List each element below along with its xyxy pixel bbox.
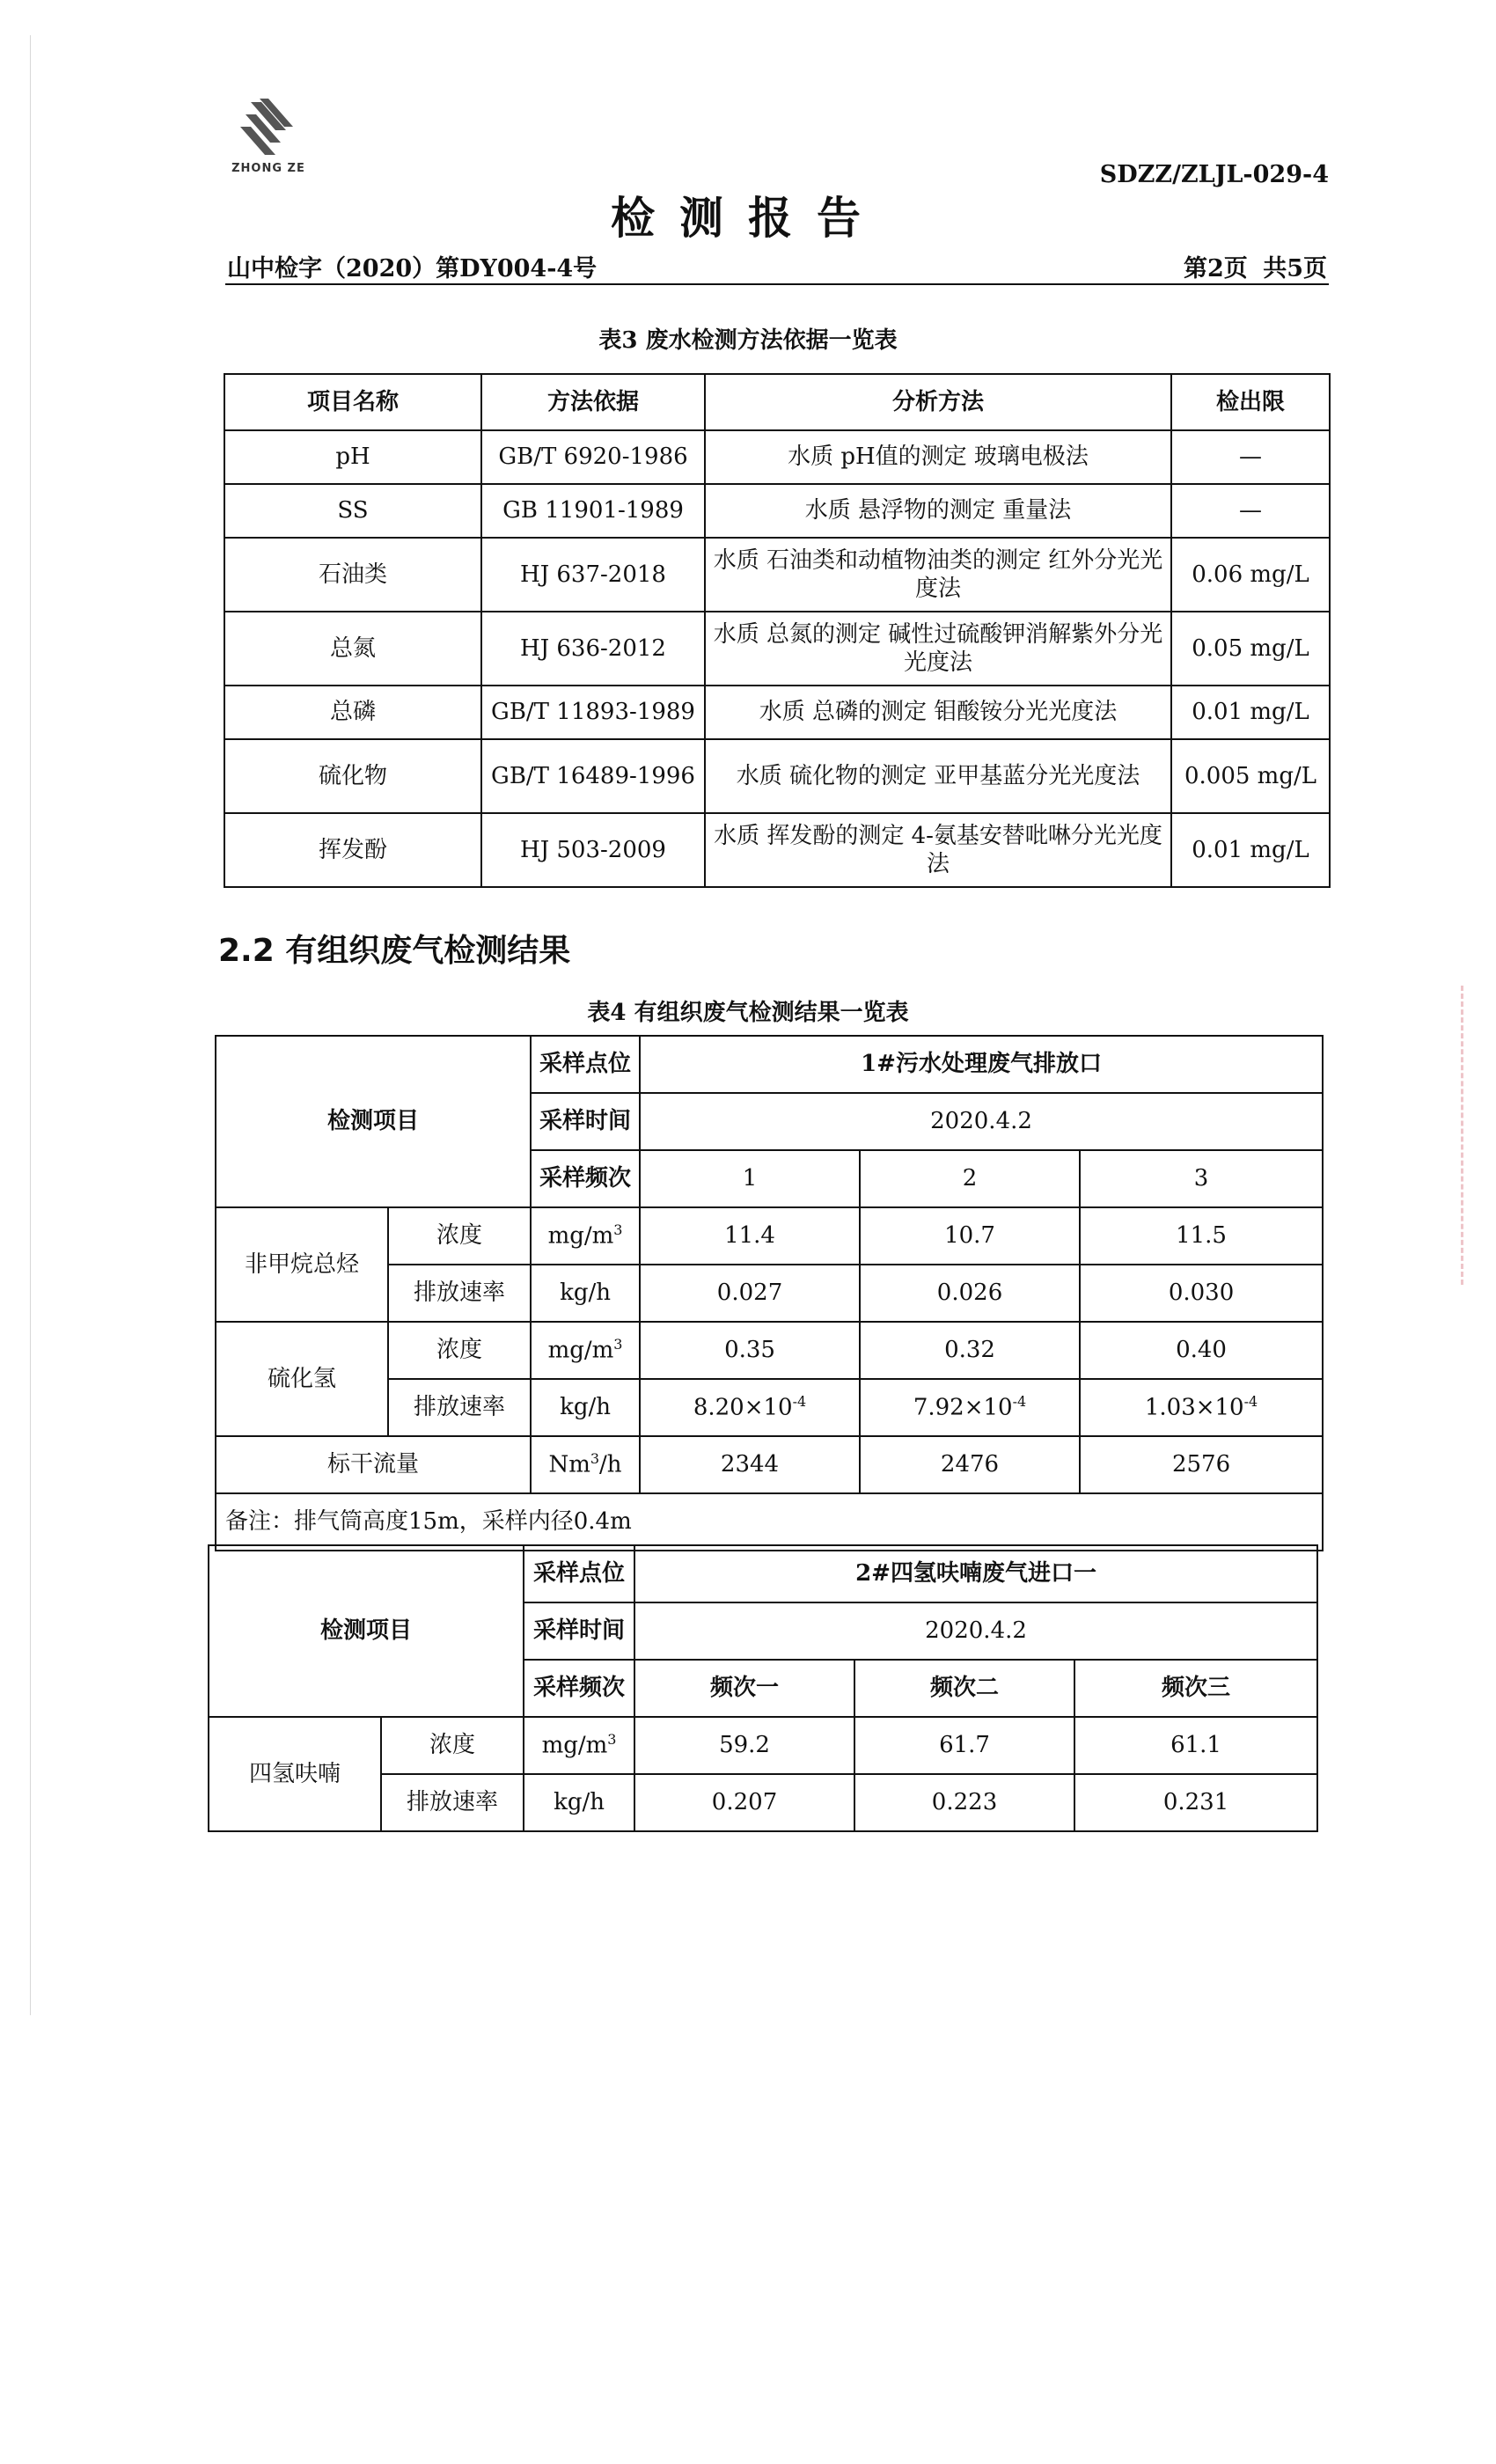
frequency-value: 频次三 [1074, 1660, 1317, 1717]
analysis-method: 水质 硫化物的测定 亚甲基蓝分光光度法 [705, 739, 1171, 813]
unit-exponent: 3 [607, 1730, 617, 1748]
analysis-method: 水质 挥发酚的测定 4-氨基安替吡啉分光光度法 [705, 813, 1171, 887]
measured-value: 0.231 [1074, 1774, 1317, 1831]
unit-cell [531, 1322, 640, 1379]
unit: kg/h [524, 1774, 634, 1831]
seal-stamp-edge [1461, 986, 1496, 1285]
item-name: pH [224, 430, 481, 484]
metric-label: 浓度 [381, 1717, 524, 1774]
frequency-value: 频次二 [854, 1660, 1074, 1717]
report-number: 山中检字（2020）第DY004-4号 [227, 255, 598, 282]
sampling-point-label: 采样点位 [531, 1036, 640, 1093]
metric-label: 浓度 [388, 1322, 531, 1379]
organized-exhaust-table-1 [215, 1035, 1324, 1551]
method-standard: HJ 637-2018 [481, 538, 705, 612]
frequency-value: 1 [640, 1150, 860, 1207]
unit: mg/m [547, 1222, 614, 1250]
detection-limit: — [1171, 430, 1330, 484]
value-exponent: -4 [792, 1392, 807, 1410]
logo-icon [224, 95, 312, 165]
measured-value: 11.4 [640, 1207, 860, 1265]
sampling-time-label: 采样时间 [531, 1093, 640, 1150]
sampling-time-value: 2020.4.2 [640, 1093, 1323, 1150]
detection-limit: 0.005 mg/L [1171, 739, 1330, 813]
column-header: 检出限 [1171, 374, 1330, 430]
detection-item-label: 检测项目 [209, 1545, 524, 1717]
unit: mg/m [541, 1732, 608, 1759]
sampling-point-label: 采样点位 [524, 1545, 634, 1602]
table-row [209, 1717, 1317, 1774]
document-code: SDZZ/ZLJL-029-4 [1099, 161, 1329, 188]
measured-value: 0.35 [640, 1322, 860, 1379]
organized-exhaust-table-2 [208, 1544, 1318, 1832]
company-logo [224, 95, 312, 192]
measured-value: 61.1 [1074, 1717, 1317, 1774]
sampling-frequency-label: 采样频次 [531, 1150, 640, 1207]
unit: kg/h [531, 1379, 640, 1436]
measured-value: 0.223 [854, 1774, 1074, 1831]
sampling-frequency-label: 采样频次 [524, 1660, 634, 1717]
table-row [224, 538, 1330, 612]
frequency-value: 3 [1080, 1150, 1323, 1207]
method-standard: GB/T 11893-1989 [481, 686, 705, 739]
value-mantissa: 7.92×10 [913, 1394, 1013, 1421]
unit-cell [531, 1436, 640, 1493]
measured-value: 0.32 [860, 1322, 1080, 1379]
analysis-method: 水质 pH值的测定 玻璃电极法 [705, 430, 1171, 484]
pollutant-name: 硫化氢 [216, 1322, 388, 1436]
measured-value: 0.40 [1080, 1322, 1323, 1379]
flow-label: 标干流量 [216, 1436, 531, 1493]
unit-cell [531, 1207, 640, 1265]
metric-label: 排放速率 [381, 1774, 524, 1831]
measured-value [1080, 1379, 1323, 1436]
method-standard: GB/T 6920-1986 [481, 430, 705, 484]
unit-tail: /h [599, 1451, 622, 1478]
measured-value: 11.5 [1080, 1207, 1323, 1265]
sampling-point-value: 2#四氢呋喃废气进口一 [634, 1545, 1317, 1602]
measured-value: 2344 [640, 1436, 860, 1493]
value-mantissa: 1.03×10 [1144, 1394, 1244, 1421]
table-header-row [224, 374, 1330, 430]
item-name: 挥发酚 [224, 813, 481, 887]
unit: mg/m [547, 1337, 614, 1364]
sampling-point-value: 1#污水处理废气排放口 [640, 1036, 1323, 1093]
unit-exponent: 3 [590, 1449, 600, 1467]
item-name: 石油类 [224, 538, 481, 612]
measured-value: 2576 [1080, 1436, 1323, 1493]
page-title: 检测报告 [611, 193, 885, 244]
column-header: 项目名称 [224, 374, 481, 430]
detection-limit: 0.01 mg/L [1171, 686, 1330, 739]
unit-exponent: 3 [613, 1221, 623, 1238]
table-row [216, 1036, 1323, 1093]
table-row [224, 739, 1330, 813]
column-header: 分析方法 [705, 374, 1171, 430]
unit: kg/h [531, 1265, 640, 1322]
table-row [209, 1545, 1317, 1602]
detection-limit: 0.06 mg/L [1171, 538, 1330, 612]
page-number: 第2页 共5页 [1184, 255, 1327, 282]
pollutant-name: 四氢呋喃 [209, 1717, 381, 1831]
analysis-method: 水质 总磷的测定 钼酸铵分光光度法 [705, 686, 1171, 739]
metric-label: 排放速率 [388, 1265, 531, 1322]
measured-value: 0.207 [634, 1774, 854, 1831]
measured-value: 2476 [860, 1436, 1080, 1493]
wastewater-method-table [224, 373, 1331, 888]
table-row [216, 1322, 1323, 1379]
analysis-method: 水质 石油类和动植物油类的测定 红外分光光度法 [705, 538, 1171, 612]
pollutant-name: 非甲烷总烃 [216, 1207, 388, 1322]
table3-caption: 表3 废水检测方法依据一览表 [598, 327, 898, 354]
section-title: 2.2 有组织废气检测结果 [218, 933, 571, 969]
table-note: 备注：排气筒高度15m，采样内径0.4m [216, 1493, 1323, 1551]
analysis-method: 水质 总氮的测定 碱性过硫酸钾消解紫外分光光度法 [705, 612, 1171, 686]
sampling-time-value: 2020.4.2 [634, 1602, 1317, 1660]
value-mantissa: 8.20×10 [693, 1394, 793, 1421]
method-standard: GB/T 16489-1996 [481, 739, 705, 813]
measured-value [640, 1379, 860, 1436]
logo-text: ZHONG ZE [231, 162, 305, 175]
sampling-time-label: 采样时间 [524, 1602, 634, 1660]
frequency-value: 2 [860, 1150, 1080, 1207]
table-row [224, 612, 1330, 686]
detection-item-label: 检测项目 [216, 1036, 531, 1207]
method-standard: HJ 636-2012 [481, 612, 705, 686]
measured-value: 0.027 [640, 1265, 860, 1322]
method-standard: GB 11901-1989 [481, 484, 705, 538]
measured-value: 0.026 [860, 1265, 1080, 1322]
table-row [216, 1207, 1323, 1265]
detection-limit: — [1171, 484, 1330, 538]
item-name: SS [224, 484, 481, 538]
method-standard: HJ 503-2009 [481, 813, 705, 887]
item-name: 总磷 [224, 686, 481, 739]
detection-limit: 0.05 mg/L [1171, 612, 1330, 686]
detection-limit: 0.01 mg/L [1171, 813, 1330, 887]
unit: Nm [548, 1451, 590, 1478]
analysis-method: 水质 悬浮物的测定 重量法 [705, 484, 1171, 538]
table-row [224, 813, 1330, 887]
unit-cell [524, 1717, 634, 1774]
measured-value: 59.2 [634, 1717, 854, 1774]
metric-label: 排放速率 [388, 1379, 531, 1436]
table-row [224, 484, 1330, 538]
value-exponent: -4 [1243, 1392, 1258, 1410]
header-divider [225, 283, 1329, 285]
frequency-value: 频次一 [634, 1660, 854, 1717]
measured-value [860, 1379, 1080, 1436]
table-row [224, 686, 1330, 739]
value-exponent: -4 [1012, 1392, 1027, 1410]
unit-exponent: 3 [613, 1335, 623, 1353]
table-row [216, 1436, 1323, 1493]
column-header: 方法依据 [481, 374, 705, 430]
item-name: 硫化物 [224, 739, 481, 813]
table-row [224, 430, 1330, 484]
measured-value: 10.7 [860, 1207, 1080, 1265]
item-name: 总氮 [224, 612, 481, 686]
measured-value: 61.7 [854, 1717, 1074, 1774]
metric-label: 浓度 [388, 1207, 531, 1265]
table-row [216, 1493, 1323, 1551]
measured-value: 0.030 [1080, 1265, 1323, 1322]
table4-caption: 表4 有组织废气检测结果一览表 [587, 1000, 909, 1026]
